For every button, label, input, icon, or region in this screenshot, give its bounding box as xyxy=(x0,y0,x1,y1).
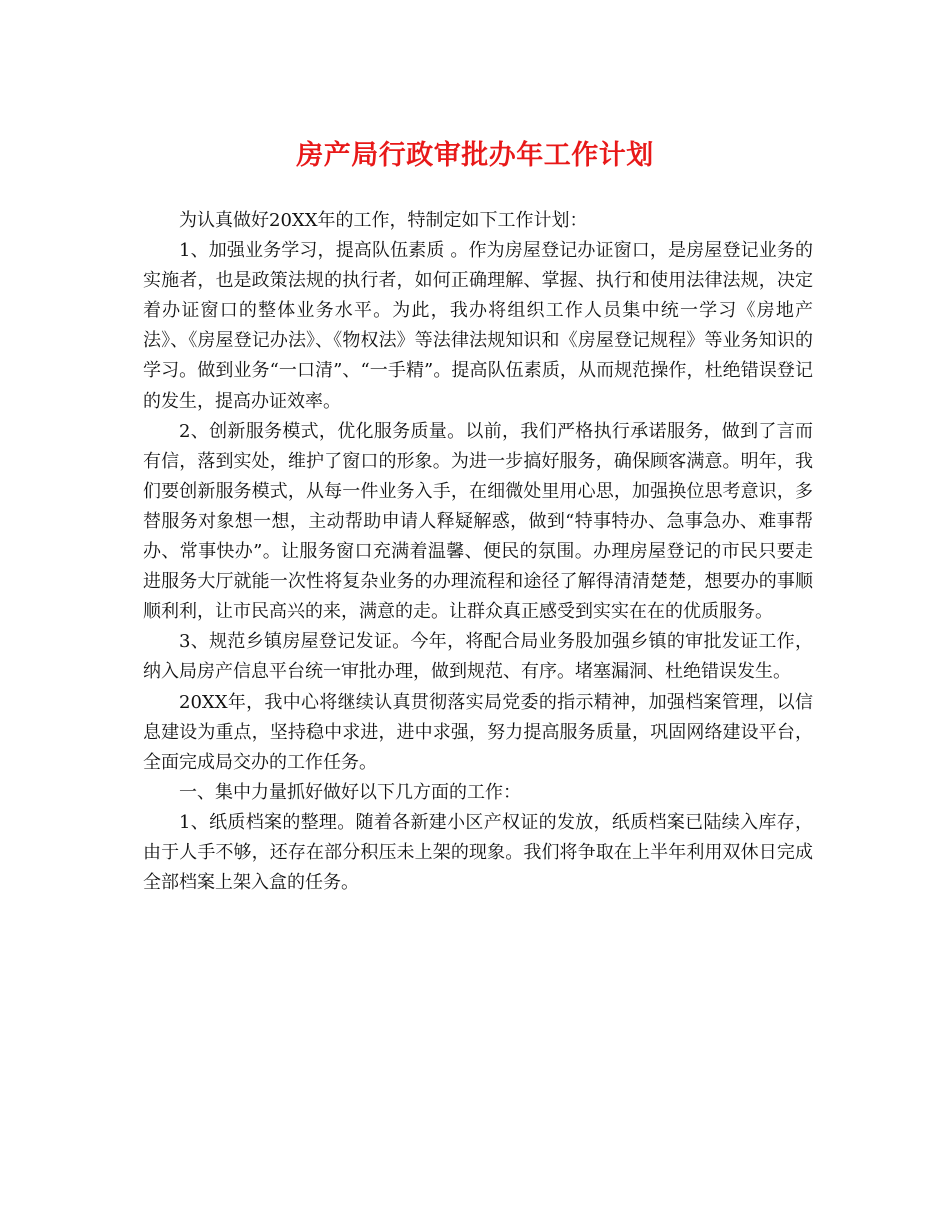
paragraph-item-1-study: 1、加强业务学习，提高队伍素质 。作为房屋登记办证窗口，是房屋登记业务的实施者，也是政策法规的执行者，如何正确理解、掌握、执行和使用法律法规，决定着办证窗口的整体业务水平。为此，我办将组织工作人员集中统一学习《房地产法》、《房屋登记办法》、《物权法》等法律法规知识和《房屋登记规程》等业务知识的学习。做到业务“一口清”、“一手精”。提高队伍素质，从而规范操作，杜绝错误登记的发生，提高办证效率。 xyxy=(143,240,813,412)
paragraph-center-plan: 20XX年，我中心将继续认真贯彻落实局党委的指示精神，加强档案管理，以信息建设为重点，坚持稳中求进，进中求强，努力提高服务质量，巩固网络建设平台，全面完成局交办的工作任务。 xyxy=(143,691,813,773)
document-body xyxy=(143,206,813,898)
paragraph-item-2-service: 2、创新服务模式，优化服务质量。以前，我们严格执行承诺服务，做到了言而有信，落到实处，维护了窗口的形象。为进一步搞好服务，确保顾客满意。明年，我们要创新服务模式，从每一件业务入手，在细微处里用心思，加强换位思考意识，多替服务对象想一想，主动帮助申请人释疑解惑，做到“特事特办、急事急办、难事帮办、常事快办”。让服务窗口充满着温馨、便民的氛围。办理房屋登记的市民只要走进服务大厅就能一次性将复杂业务的办理流程和途径了解得清清楚楚，想要办的事顺顺利利，让市民高兴的来，满意的走。让群众真正感受到实实在在的优质服务。 xyxy=(143,420,813,623)
paragraph-item-3-registration: 3、规范乡镇房屋登记发证。今年，将配合局业务股加强乡镇的审批发证工作，纳入局房产信息平台统一审批办理，做到规范、有序。堵塞漏洞、杜绝错误发生。 xyxy=(143,631,813,683)
paragraph-intro: 为认真做好20XX年的工作，特制定如下工作计划： xyxy=(179,210,588,231)
section-heading-1: 一、集中力量抓好做好以下几方面的工作： xyxy=(179,781,521,803)
document-title: 房产局行政审批办年工作计划 xyxy=(296,140,654,171)
paragraph-archive-organization: 1、纸质档案的整理。随着各新建小区产权证的发放，纸质档案已陆续入库存，由于人手不够，还存在部分积压未上架的现象。我们将争取在上半年利用双休日完成全部档案上架入盒的任务。 xyxy=(143,811,813,894)
